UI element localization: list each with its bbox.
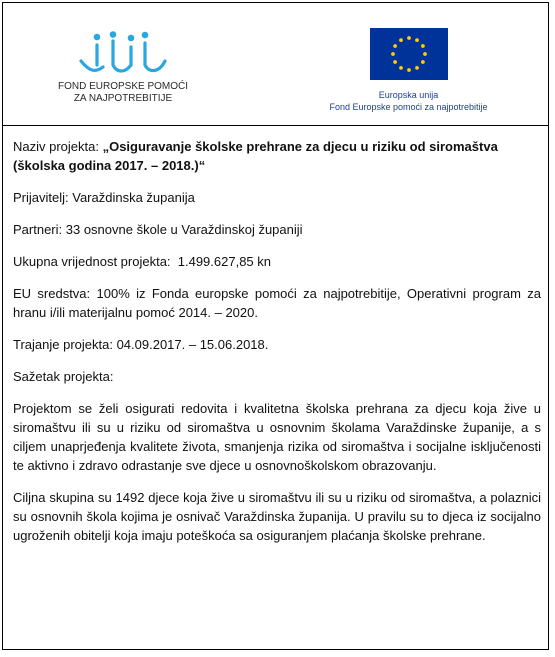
project-details [13, 137, 541, 558]
fead-logo [53, 31, 193, 105]
logo-header [3, 3, 548, 126]
fead-figures-icon [75, 31, 171, 79]
project-name [13, 137, 541, 175]
project-name-label: Naziv projekta: [13, 139, 103, 154]
duration: Trajanje projekta: 04.09.2017. – 15.06.2018. [13, 337, 269, 352]
summary-paragraph-1: Projektom se želi osigurati redovita i kvalitetna školska prehrana za djecu koja žive u siromaštvu ili su u riziku od siromaštva u osnovnim školama Varaždinske županije, a s ciljem unaprjeđenja kvalitete života, smanjenja rizika od siromaštva i socijalne isključenosti te aktivno i zdravo odrastanje sve djece u osnovnoškolskom obrazovanju. [13, 401, 541, 473]
partners: Partneri: 33 osnovne škole u Varaždinskoj županiji [13, 222, 303, 237]
eu-funds: EU sredstva: 100% iz Fonda europske pomoći za najpotrebitije, Operativni program za hranu i/ili materijalnu pomoć 2014. – 2020. [13, 286, 541, 320]
total-value: Ukupna vrijednost projekta: 1.499.627,85 kn [13, 254, 272, 269]
eu-line-2: Fond Europske pomoći za najpotrebitije [329, 102, 488, 112]
eu-line-1: Europska unija [378, 90, 439, 100]
summary-paragraph-2: Ciljna skupina su 1492 djece koja žive u siromaštvu ili su u riziku od siromaštva, a polaznici su osnovnih škola kojima je osnivač Varaždinska županija. U pravilu su to djeca iz socijalno ugroženih obitelji koja imaju poteškoća sa osiguranjem plaćanja školske prehrane. [13, 490, 541, 543]
eu-logo [321, 28, 496, 113]
project-name-value: „Osiguravanje školske prehrane za djecu u riziku od siromaštva (školska godina 2017. – 2018.)“ [13, 139, 498, 173]
applicant: Prijavitelj: Varaždinska županija [13, 190, 195, 205]
project-info-box [2, 2, 549, 650]
eu-flag-icon [370, 28, 448, 80]
fead-line-1: FOND EUROPSKE POMOĆI [57, 81, 188, 92]
summary-label: Sažetak projekta: [13, 369, 114, 384]
fead-line-2: ZA NAJPOTREBITIJE [73, 93, 173, 104]
